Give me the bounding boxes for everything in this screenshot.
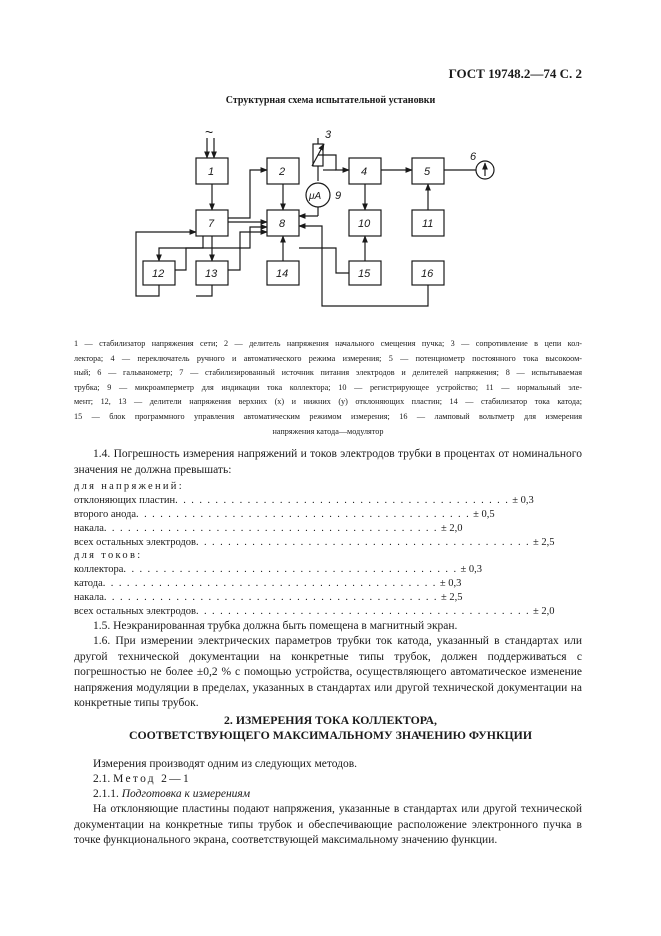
table-row: всех остальных электродов . . . . . . . . . . . . . . . . . . . . . . . . . . . . . . . . . . . . . . . . . . ± 2,5 bbox=[74, 536, 555, 548]
paragraph-1-5: 1.5. Неэкранированная трубка должна быть помещена в магнитный экран. bbox=[93, 620, 458, 632]
legend-line: ный; 6 — гальванометр; 7 — стабилизированный источник питания электродов и делителей напряжения; 8 — испытываемая bbox=[74, 368, 582, 378]
block-16-label: 16 bbox=[421, 268, 434, 280]
table-row: накала . . . . . . . . . . . . . . . . . . . . . . . . . . . . . . . . . . . . . . . . . . ± 2,0 bbox=[74, 522, 463, 534]
block-1-label: 1 bbox=[208, 166, 215, 178]
block-5-label: 5 bbox=[424, 166, 431, 178]
voltage-tolerances bbox=[74, 480, 555, 550]
table-row: отклоняющих пластин . . . . . . . . . . . . . . . . . . . . . . . . . . . . . . . . . . . . . . . . . . ± 0,3 bbox=[74, 494, 534, 506]
block-11-label: 11 bbox=[422, 218, 434, 230]
scheme-title: Структурная схема испытательной установки bbox=[225, 95, 436, 106]
block-14-label: 14 bbox=[276, 268, 289, 280]
table-row: накала . . . . . . . . . . . . . . . . . . . . . . . . . . . . . . . . . . . . . . . . . . ± 2,5 bbox=[74, 591, 463, 603]
section-2-title-line-2: СООТВЕТСТВУЮЩЕГО МАКСИМАЛЬНОМУ ЗНАЧЕНИЮ ФУНКЦИИ bbox=[128, 728, 533, 742]
section-2-title-line-1: 2. ИЗМЕРЕНИЯ ТОКА КОЛЛЕКТОРА, bbox=[224, 713, 437, 727]
legend-line: напряжения катода—модулятор bbox=[272, 426, 384, 436]
legend-line: лектора; 4 — переключатель ручного и автоматического режима измерения; 5 — потенциометр постоянного тока высокоом- bbox=[74, 353, 582, 363]
paragraph-1-4: 1.4. Погрешность измерения напряжений и токов электродов трубки в процентах от номинального значения не должна превышать: bbox=[74, 448, 582, 476]
paragraph-1-6: 1.6. При измерении электрических параметров трубки ток катода, указанный в стандартах или другой технической документации на конкретные типы трубок, должен поддерживаться с погрешностью не более ±0,2 % с помощью устройства, осуществляющего автоматическое изменение напряжения модуляции в пределах, указанных в стандартах или другой технической документации на конкретные типы трубок. bbox=[74, 635, 582, 710]
current-heading: для токов: bbox=[74, 550, 143, 561]
method-2-1: 2.1. Метод 2—1 bbox=[93, 773, 192, 785]
block-4-label: 4 bbox=[361, 166, 368, 178]
block-15-label: 15 bbox=[358, 268, 371, 280]
current-tolerances bbox=[74, 549, 555, 619]
block-12-label: 12 bbox=[152, 268, 165, 280]
intro-paragraph: Измерения производят одним из следующих методов. bbox=[93, 758, 358, 770]
table-row: второго анода . . . . . . . . . . . . . . . . . . . . . . . . . . . . . . . . . . . . . . . . . . ± 0,5 bbox=[74, 508, 495, 520]
legend-line: мент; 12, 13 — делители напряжения верхних (x) и нижних (y) отклоняющих пластин; 14 — стабилизатор тока катода; bbox=[74, 397, 582, 407]
table-row: коллектора . . . . . . . . . . . . . . . . . . . . . . . . . . . . . . . . . . . . . . . . . . ± 0,3 bbox=[74, 563, 482, 575]
table-row: катода . . . . . . . . . . . . . . . . . . . . . . . . . . . . . . . . . . . . . . . . . . ± 0,3 bbox=[74, 577, 462, 589]
block-diagram bbox=[0, 0, 661, 330]
block-13-label: 13 bbox=[205, 268, 218, 280]
voltage-heading: для напряжений: bbox=[74, 481, 184, 492]
diagram-legend bbox=[74, 337, 582, 439]
block-8-label: 8 bbox=[279, 218, 286, 230]
paragraph-2-1-1: На отклоняющие пластины подают напряжения, указанные в стандартах или другой технической документации на конкретные типы трубок и обеспечивающие расположение электронного пучка в точке функционального экрана, соответствующей максимальному значению функции. bbox=[74, 803, 582, 847]
block-10-label: 10 bbox=[358, 218, 371, 230]
table-row: всех остальных электродов . . . . . . . . . . . . . . . . . . . . . . . . . . . . . . . . . . . . . . . . . . ± 2,0 bbox=[74, 605, 555, 617]
callout-6: 6 bbox=[470, 151, 477, 163]
legend-line: 15 — блок программного управления автоматическим режимом измерения; 16 — ламповый вольтметр для измерения bbox=[74, 411, 582, 421]
ac-symbol: ~ bbox=[205, 124, 214, 140]
method-2-1-1: 2.1.1. Подготовка к измерениям bbox=[93, 788, 251, 800]
block-2-label: 2 bbox=[279, 166, 286, 178]
block-7-label: 7 bbox=[208, 218, 215, 230]
legend-line: 1 — стабилизатор напряжения сети; 2 — делитель напряжения начального смещения пучка; 3 — сопротивление в цепи кол- bbox=[74, 339, 582, 348]
microammeter-label: μA bbox=[309, 191, 322, 202]
callout-9: 9 bbox=[335, 190, 342, 202]
document-header: ГОСТ 19748.2—74 С. 2 bbox=[448, 66, 582, 81]
callout-3: 3 bbox=[325, 129, 332, 141]
legend-line: трубка; 9 — микроамперметр для индикации тока коллектора; 10 — регистрирующее устройство; 11 — нормальный эле- bbox=[74, 382, 582, 392]
